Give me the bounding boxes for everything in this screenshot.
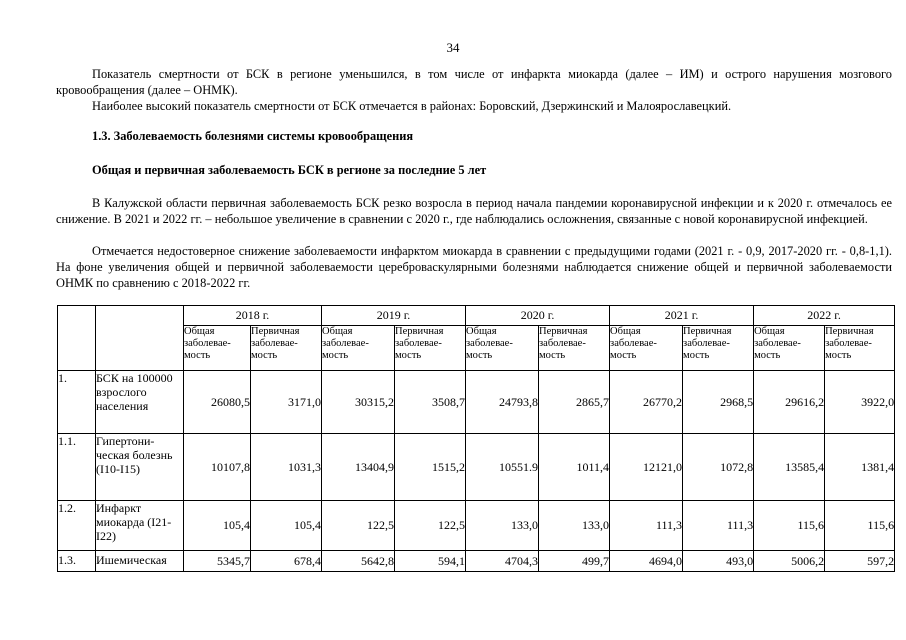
table-cell: 678,4: [251, 551, 322, 572]
table-cell: 594,1: [395, 551, 466, 572]
table-cell: 122,5: [322, 501, 395, 551]
table-row: [58, 551, 895, 572]
table-cell: 105,4: [184, 501, 251, 551]
table-cell: 493,0: [683, 551, 754, 572]
table-cell: 3922,0: [825, 371, 895, 434]
incidence-table: [57, 305, 895, 572]
page-number: 34: [446, 40, 460, 55]
table-header-subcolumns: [58, 326, 895, 371]
paragraph-primary-incidence: В Калужской области первичная заболеваемость БСК резко возросла в период начала пандемии коронавирусной инфекции и к 2020 г. отмечалось ее снижение. В 2021 и 2022 гг. – небольшое увеличение в сравнении с 2020 г., где наблюдались осложнения, связанные с новой коронавирусной инфекцией.: [56, 196, 892, 226]
table-cell: 1011,4: [539, 434, 610, 501]
table-cell: 30315,2: [322, 371, 395, 434]
table-cell: 10551.9: [466, 434, 539, 501]
table-row: [58, 501, 895, 551]
table-cell: 111,3: [683, 501, 754, 551]
table-cell: 105,4: [251, 501, 322, 551]
year-header: 2021 г.: [610, 306, 754, 326]
table-cell: 29616,2: [754, 371, 825, 434]
sub-header-primary: Первичная заболевае-мость: [251, 326, 322, 371]
row-label: Инфаркт миокарда (I21-I22): [96, 501, 184, 551]
table-cell: 4694,0: [610, 551, 683, 572]
year-header: 2022 г.: [754, 306, 895, 326]
sub-header-general: Общая заболевае-мость: [754, 326, 825, 371]
paragraph-mortality-districts: Наиболее высокий показатель смертности от БСК отмечается в районах: Боровский, Дзержинский и Малоярославецкий.: [92, 99, 732, 113]
paragraph-infarction-decrease: Отмечается недостоверное снижение заболеваемости инфарктом миокарда в сравнении с предыдущими годами (2021 г. - 0,9, 2017-2020 гг. - 0,8-1,1). На фоне увеличения общей и первичной заболеваемости цереброваскулярными болезнями наблюдается снижение общей и первичной заболеваемости ОНМК по сравнению с 2018-2022 гг.: [56, 244, 892, 290]
table-cell: 122,5: [395, 501, 466, 551]
row-number: 1.1.: [58, 434, 96, 501]
table-cell: 1031,3: [251, 434, 322, 501]
section-heading: 1.3. Заболеваемость болезнями системы кровообращения: [92, 129, 414, 143]
paragraph-mortality-decrease: Показатель смертности от БСК в регионе уменьшился, в том числе от инфаркта миокарда (далее – ИМ) и острого нарушения мозгового кровообращения (далее – ОНМК).: [56, 67, 892, 97]
sub-header-general: Общая заболевае-мость: [610, 326, 683, 371]
sub-header-primary: Первичная заболевае-мость: [825, 326, 895, 371]
year-header: 2019 г.: [322, 306, 466, 326]
table-cell: 1072,8: [683, 434, 754, 501]
table-cell: 499,7: [539, 551, 610, 572]
table-cell: 133,0: [466, 501, 539, 551]
table-cell: 24793,8: [466, 371, 539, 434]
table-cell: 13404,9: [322, 434, 395, 501]
sub-header-primary: Первичная заболевае-мость: [395, 326, 466, 371]
row-label: Ишемическая: [96, 551, 184, 572]
sub-header-general: Общая заболевае-мость: [184, 326, 251, 371]
row-number: 1.2.: [58, 501, 96, 551]
table-row: [58, 434, 895, 501]
sub-header-general: Общая заболевае-мость: [466, 326, 539, 371]
sub-header-primary: Первичная заболевае-мость: [683, 326, 754, 371]
table-cell: 111,3: [610, 501, 683, 551]
sub-header-primary: Первичная заболевае-мость: [539, 326, 610, 371]
table-cell: 4704,3: [466, 551, 539, 572]
year-header: 2018 г.: [184, 306, 322, 326]
header-empty-num: [58, 306, 96, 371]
table-cell: 1381,4: [825, 434, 895, 501]
table-cell: 2968,5: [683, 371, 754, 434]
table-cell: 115,6: [825, 501, 895, 551]
table-cell: 2865,7: [539, 371, 610, 434]
header-empty-label: [96, 306, 184, 371]
subsection-heading: Общая и первичная заболеваемость БСК в регионе за последние 5 лет: [92, 163, 487, 177]
row-number: 1.: [58, 371, 96, 434]
row-number: 1.3.: [58, 551, 96, 572]
table-cell: 133,0: [539, 501, 610, 551]
table-cell: 5006,2: [754, 551, 825, 572]
table-cell: 5345,7: [184, 551, 251, 572]
table-cell: 3508,7: [395, 371, 466, 434]
table-cell: 10107,8: [184, 434, 251, 501]
table-cell: 115,6: [754, 501, 825, 551]
table-row: [58, 371, 895, 434]
table-cell: 26080,5: [184, 371, 251, 434]
table-cell: 3171,0: [251, 371, 322, 434]
table-cell: 12121,0: [610, 434, 683, 501]
sub-header-general: Общая заболевае-мость: [322, 326, 395, 371]
table-cell: 597,2: [825, 551, 895, 572]
table-header-years: [58, 306, 895, 326]
row-label: Гипертони-ческая болезнь (I10-I15): [96, 434, 184, 501]
table-cell: 13585,4: [754, 434, 825, 501]
year-header: 2020 г.: [466, 306, 610, 326]
table-cell: 1515,2: [395, 434, 466, 501]
table-cell: 5642,8: [322, 551, 395, 572]
row-label: БСК на 100000 взрослого населения: [96, 371, 184, 434]
table-cell: 26770,2: [610, 371, 683, 434]
